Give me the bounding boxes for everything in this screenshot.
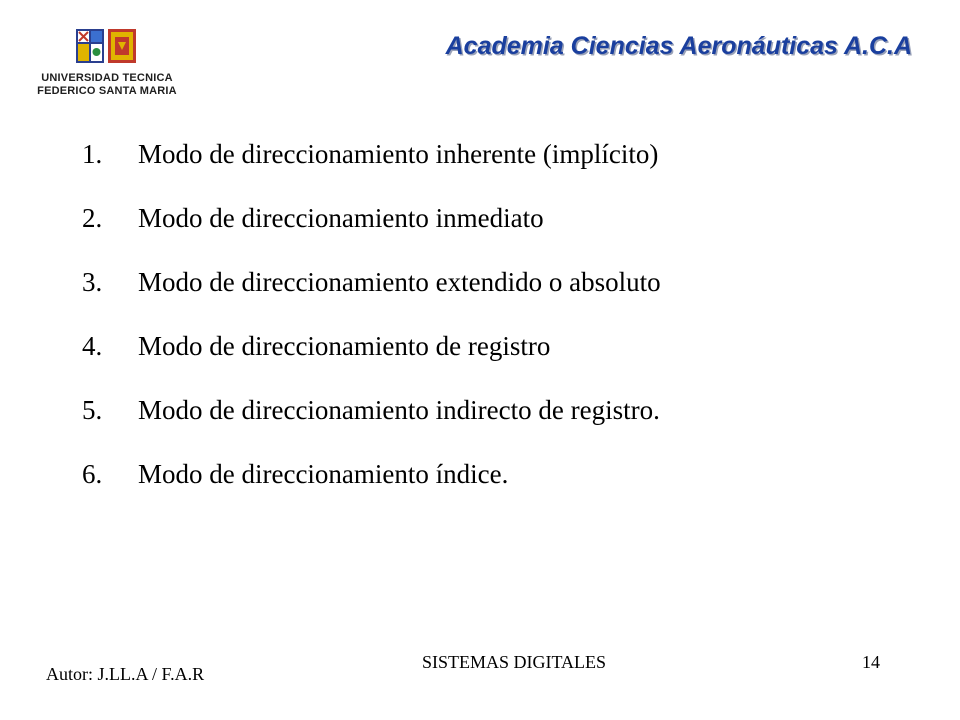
university-crest-icon (74, 28, 138, 64)
list-item (82, 454, 661, 518)
list-item-number: 2. (82, 203, 103, 233)
university-name (36, 72, 178, 98)
list-item-number: 1. (82, 139, 103, 169)
university-name-line1: UNIVERSIDAD TECNICA (41, 72, 173, 84)
page-title: Academia Ciencias Aeronáuticas A.C.A (445, 32, 912, 60)
university-logo (36, 28, 178, 100)
list-item-text: Modo de direccionamiento inmediato (138, 203, 544, 233)
university-name-line2: FEDERICO SANTA MARIA (37, 85, 177, 97)
footer-author: Autor: J.LL.A / F.A.R (46, 664, 205, 684)
list-item-text: Modo de direccionamiento índice. (138, 459, 509, 489)
list-item-number: 5. (82, 395, 103, 425)
addressing-modes-list (82, 134, 661, 518)
page-number: 14 (862, 652, 880, 672)
list-item (82, 390, 661, 454)
list-item (82, 326, 661, 390)
footer-course: SISTEMAS DIGITALES (422, 652, 607, 672)
list-item-number: 4. (82, 331, 103, 361)
list-item-text: Modo de direccionamiento extendido o absoluto (138, 267, 661, 297)
list-item (82, 262, 661, 326)
list-item-text: Modo de direccionamiento de registro (138, 331, 551, 361)
list-item (82, 198, 661, 262)
list-item-number: 3. (82, 267, 103, 297)
list-item (82, 134, 661, 198)
list-item-number: 6. (82, 459, 103, 489)
list-item-text: Modo de direccionamiento inherente (implícito) (138, 139, 659, 169)
list-item-text: Modo de direccionamiento indirecto de registro. (138, 395, 660, 425)
